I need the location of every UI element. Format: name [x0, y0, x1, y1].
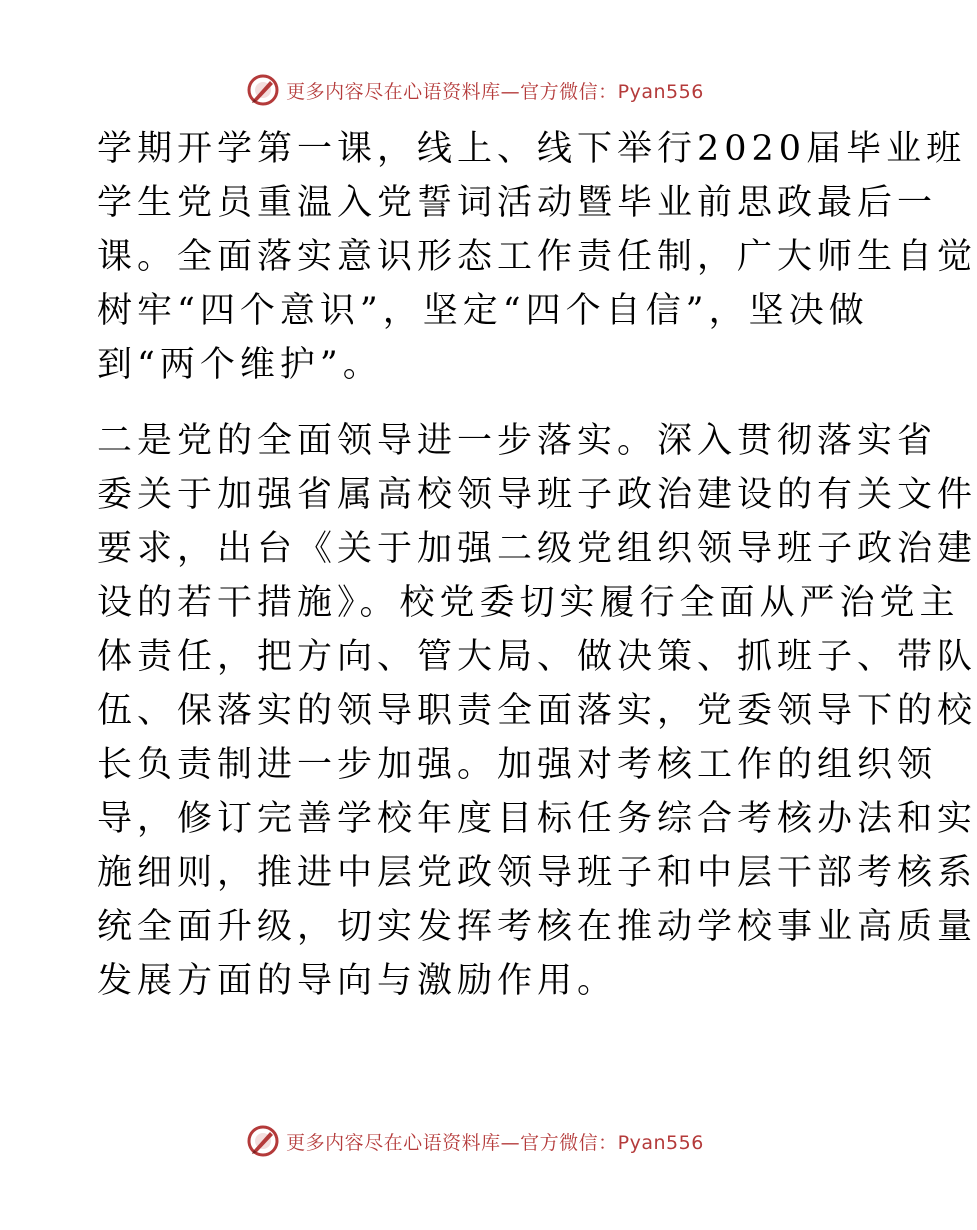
text-line: 长负责制进一步加强。加强对考核工作的组织领: [97, 745, 938, 785]
text-line: 伍、保落实的领导职责全面落实，党委领导下的校: [97, 691, 977, 731]
paragraph-1: [97, 122, 977, 392]
paragraph-gap: [97, 392, 857, 414]
text-line: 学期开学第一课，线上、线下举行2020届毕业班: [97, 129, 967, 169]
text-line: 树牢“四个意识”，坚定“四个自信”，坚决做: [97, 291, 869, 331]
header-banner: [0, 70, 950, 110]
text-line: 学生党员重温入党誓词活动暨毕业前思政最后一: [97, 183, 938, 223]
text-line: 统全面升级，切实发挥考核在推动学校事业高质量: [97, 907, 977, 947]
text-line: 导，修订完善学校年度目标任务综合考核办法和实: [97, 799, 977, 839]
footer-banner-text: 更多内容尽在心语资料库—官方微信：Pyan556: [286, 1131, 704, 1154]
text-line: 体责任，把方向、管大局、做决策、抓班子、带队: [97, 637, 977, 677]
header-banner-text: 更多内容尽在心语资料库—官方微信：Pyan556: [286, 80, 704, 103]
document-body: [97, 122, 977, 1008]
pen-circle-logo-icon: [246, 73, 280, 107]
paragraph-2: [97, 414, 977, 1008]
text-line: 二是党的全面领导进一步落实。深入贯彻落实省: [97, 421, 938, 461]
pen-circle-logo-icon: [246, 1124, 280, 1158]
text-line: 要求，出台《关于加强二级党组织领导班子政治建: [97, 529, 977, 569]
text-line: 发展方面的导向与激励作用。: [97, 961, 618, 1001]
text-line: 课。全面落实意识形态工作责任制，广大师生自觉: [97, 237, 977, 277]
text-line: 委关于加强省属高校领导班子政治建设的有关文件: [97, 475, 977, 515]
footer-banner: [0, 1121, 950, 1161]
text-line: 设的若干措施》。校党委切实履行全面从严治党主: [97, 583, 960, 623]
text-line: 到“两个维护”。: [97, 345, 383, 385]
text-line: 施细则，推进中层党政领导班子和中层干部考核系: [97, 853, 977, 893]
